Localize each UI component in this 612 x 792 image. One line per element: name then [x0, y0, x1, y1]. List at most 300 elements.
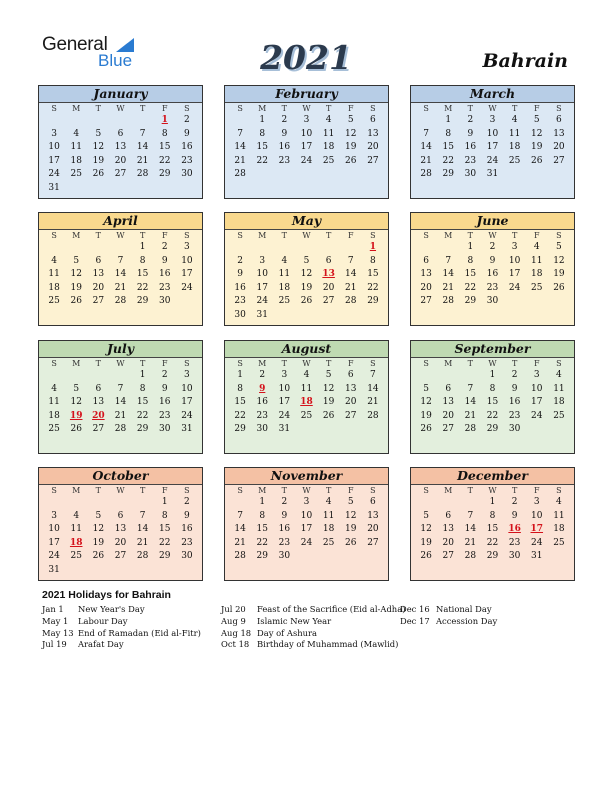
day-cell: 12: [420, 397, 432, 408]
empty-day-cell: [229, 496, 251, 510]
day-cell: 27: [442, 551, 454, 562]
holiday-date: Aug 18: [221, 627, 252, 638]
day-cell: 15: [256, 524, 268, 535]
holidays-column: [400, 604, 550, 628]
day-cell: 23: [181, 155, 193, 166]
day-cell: 24: [181, 282, 193, 293]
day-cell: 28: [345, 296, 357, 307]
holiday-name: New Year's Day: [78, 604, 145, 614]
day-cell: 25: [70, 169, 82, 180]
day-cell: 21: [114, 282, 127, 293]
empty-day-cell: [43, 241, 65, 255]
day-cell: 24: [531, 410, 543, 421]
holiday-date: Jan 1: [42, 604, 64, 614]
day-cell: 25: [300, 410, 313, 421]
day-cell: 10: [181, 383, 193, 394]
day-cell: 7: [347, 255, 354, 266]
day-cell: 16: [181, 142, 193, 153]
day-cell: 1: [489, 497, 496, 507]
day-cell: 6: [445, 510, 452, 521]
day-cell: 28: [367, 410, 379, 421]
day-cell: 5: [73, 383, 80, 394]
weekday-header: M: [72, 231, 81, 240]
day-cell: 6: [347, 370, 354, 380]
holiday-day-cell: 18: [300, 397, 313, 408]
weekday-header: S: [370, 359, 376, 368]
holiday-day-cell: 16: [508, 524, 521, 535]
holiday-entry: [400, 616, 550, 628]
day-cell: 3: [533, 370, 540, 380]
weekday-header: T: [325, 231, 332, 240]
weekday-header: F: [161, 486, 168, 495]
day-cell: 28: [234, 551, 246, 562]
day-cell: 24: [48, 169, 60, 180]
day-cell: 24: [48, 551, 60, 562]
day-cell: 5: [423, 510, 429, 521]
day-cell: 22: [136, 282, 149, 293]
day-cell: 13: [114, 142, 127, 153]
day-cell: 6: [95, 383, 102, 394]
day-cell: 22: [159, 155, 171, 166]
day-cell: 11: [278, 269, 291, 280]
day-cell: 19: [553, 269, 565, 280]
day-cell: 3: [533, 497, 540, 507]
weekday-header: M: [444, 486, 453, 495]
day-cell: 21: [464, 537, 477, 548]
day-cell: 2: [161, 242, 168, 252]
month-november: [224, 467, 389, 581]
day-cell: 23: [486, 282, 499, 293]
day-cell: 25: [48, 296, 60, 307]
day-cell: 4: [73, 128, 80, 139]
day-cell: 12: [300, 269, 313, 280]
weekday-header: W: [488, 104, 497, 113]
holiday-name: Arafat Day: [78, 639, 124, 650]
day-cell: 29: [464, 296, 477, 307]
day-cell: 6: [556, 115, 562, 125]
month-title: August: [225, 341, 388, 358]
day-cell: 12: [92, 142, 105, 153]
day-cell: 14: [464, 524, 477, 535]
day-cell: 25: [48, 424, 60, 435]
holiday-date: May 1: [42, 615, 69, 626]
day-cell: 19: [92, 155, 105, 166]
day-cell: 8: [259, 510, 266, 521]
weekday-header: W: [488, 231, 497, 240]
holiday-entry: [42, 604, 192, 616]
day-cell: 19: [322, 397, 335, 408]
weekday-header: T: [325, 486, 332, 495]
day-cell: 10: [531, 383, 543, 394]
day-cell: 21: [114, 410, 127, 421]
day-cell: 18: [70, 155, 82, 166]
day-cell: 29: [159, 551, 171, 562]
day-cell: 2: [161, 370, 168, 380]
day-cell: 5: [556, 242, 562, 252]
day-cell: 12: [553, 255, 565, 266]
empty-day-cell: [251, 241, 273, 255]
day-cell: 7: [117, 255, 124, 266]
day-cell: 17: [181, 269, 193, 280]
day-cell: 11: [70, 524, 82, 535]
day-cell: 31: [48, 564, 60, 575]
day-cell: 26: [420, 551, 432, 562]
day-cell: 23: [234, 296, 246, 307]
day-cell: 17: [181, 397, 193, 408]
day-cell: 15: [234, 397, 246, 408]
day-cell: 19: [300, 282, 313, 293]
weekday-header: M: [444, 359, 453, 368]
month-title: May: [225, 213, 388, 230]
holiday-entry: [221, 628, 396, 640]
day-cell: 16: [508, 397, 521, 408]
weekday-header: S: [51, 486, 57, 495]
day-cell: 27: [114, 551, 127, 562]
weekday-header: M: [444, 104, 453, 113]
weekday-header: F: [347, 104, 354, 113]
month-days-grid: [411, 485, 574, 564]
day-cell: 26: [70, 424, 82, 435]
weekday-header: S: [51, 231, 57, 240]
day-cell: 11: [508, 128, 521, 139]
day-cell: 9: [237, 269, 243, 280]
weekday-header: S: [184, 231, 190, 240]
day-cell: 20: [114, 155, 127, 166]
calendar-year: 2021: [260, 38, 352, 77]
day-cell: 17: [531, 397, 543, 408]
day-cell: 17: [300, 142, 313, 153]
day-cell: 20: [92, 282, 105, 293]
day-cell: 23: [278, 537, 291, 548]
day-cell: 20: [442, 537, 454, 548]
weekday-header: M: [72, 486, 81, 495]
day-cell: 11: [322, 128, 335, 139]
holidays-column: [42, 604, 201, 651]
month-december: [410, 467, 575, 581]
day-cell: 30: [464, 169, 477, 180]
day-cell: 2: [184, 497, 190, 507]
month-days-grid: [411, 230, 574, 309]
day-cell: 28: [442, 296, 454, 307]
day-cell: 4: [51, 383, 57, 394]
day-cell: 9: [161, 255, 168, 266]
holiday-date: Jul 20: [221, 604, 246, 614]
weekday-header: S: [370, 231, 376, 240]
day-cell: 7: [445, 255, 452, 266]
day-cell: 2: [281, 115, 288, 125]
day-cell: 27: [367, 537, 379, 548]
day-cell: 13: [553, 128, 565, 139]
weekday-header: T: [139, 231, 146, 240]
weekday-header: S: [423, 486, 429, 495]
weekday-header: F: [533, 359, 540, 368]
day-cell: 22: [367, 282, 379, 293]
month-title: December: [411, 468, 574, 485]
day-cell: 9: [161, 383, 168, 394]
weekday-header: M: [444, 231, 453, 240]
logo-text-general: General: [42, 34, 108, 55]
empty-day-cell: [437, 496, 459, 510]
day-cell: 7: [117, 383, 124, 394]
day-cell: 29: [442, 169, 454, 180]
holiday-entry: [221, 639, 399, 651]
day-cell: 26: [92, 551, 105, 562]
month-october: [38, 467, 203, 581]
day-cell: 27: [92, 296, 105, 307]
day-cell: 1: [259, 497, 266, 507]
day-cell: 11: [300, 383, 313, 394]
day-cell: 22: [256, 155, 268, 166]
weekday-header: W: [116, 486, 125, 495]
weekday-header: S: [184, 104, 190, 113]
day-cell: 14: [136, 142, 149, 153]
day-cell: 2: [489, 242, 496, 252]
day-cell: 10: [300, 510, 313, 521]
day-cell: 2: [281, 497, 288, 507]
weekday-header: M: [258, 104, 267, 113]
weekday-header: T: [325, 359, 332, 368]
holiday-date: May 13: [42, 627, 74, 638]
day-cell: 15: [136, 269, 149, 280]
weekday-header: S: [370, 486, 376, 495]
day-cell: 11: [553, 383, 565, 394]
day-cell: 22: [464, 282, 477, 293]
day-cell: 14: [464, 397, 477, 408]
holiday-day-cell: 20: [92, 410, 105, 421]
day-cell: 20: [322, 282, 335, 293]
empty-day-cell: [87, 241, 109, 255]
empty-day-cell: [65, 241, 87, 255]
weekday-header: T: [281, 231, 288, 240]
day-cell: 9: [281, 510, 288, 521]
day-cell: 14: [345, 269, 357, 280]
day-cell: 23: [508, 537, 521, 548]
month-title: January: [39, 86, 202, 103]
holiday-day-cell: 13: [322, 269, 335, 280]
day-cell: 7: [237, 510, 243, 521]
holiday-name: Islamic New Year: [257, 615, 332, 626]
weekday-header: T: [511, 231, 518, 240]
day-cell: 13: [92, 397, 105, 408]
day-cell: 10: [48, 142, 60, 153]
day-cell: 2: [511, 497, 518, 507]
day-cell: 26: [300, 296, 313, 307]
day-cell: 30: [508, 551, 521, 562]
day-cell: 11: [48, 397, 60, 408]
day-cell: 1: [237, 370, 243, 380]
weekday-header: M: [258, 231, 267, 240]
day-cell: 13: [367, 128, 379, 139]
day-cell: 21: [345, 282, 357, 293]
month-title: June: [411, 213, 574, 230]
weekday-header: S: [556, 104, 562, 113]
day-cell: 6: [117, 510, 124, 521]
weekday-header: S: [184, 359, 190, 368]
month-august: [224, 340, 389, 454]
day-cell: 6: [445, 383, 452, 394]
day-cell: 22: [159, 537, 171, 548]
day-cell: 8: [489, 510, 496, 521]
day-cell: 25: [531, 282, 543, 293]
day-cell: 16: [486, 269, 499, 280]
day-cell: 5: [423, 383, 429, 394]
day-cell: 5: [325, 370, 332, 380]
day-cell: 23: [181, 537, 193, 548]
day-cell: 15: [159, 524, 171, 535]
day-cell: 7: [423, 128, 429, 139]
month-title: April: [39, 213, 202, 230]
day-cell: 3: [259, 255, 266, 266]
day-cell: 29: [159, 169, 171, 180]
day-cell: 19: [70, 282, 82, 293]
day-cell: 19: [531, 142, 543, 153]
day-cell: 25: [322, 537, 335, 548]
empty-day-cell: [273, 241, 295, 255]
day-cell: 30: [256, 424, 268, 435]
day-cell: 12: [420, 524, 432, 535]
day-cell: 1: [259, 115, 266, 125]
day-cell: 12: [531, 128, 543, 139]
day-cell: 19: [92, 537, 105, 548]
month-days-grid: [225, 103, 388, 182]
weekday-header: F: [161, 104, 168, 113]
day-cell: 6: [370, 115, 376, 125]
day-cell: 30: [486, 296, 499, 307]
weekday-header: S: [423, 359, 429, 368]
day-cell: 12: [70, 397, 82, 408]
day-cell: 10: [486, 128, 499, 139]
empty-day-cell: [437, 241, 459, 255]
day-cell: 15: [486, 524, 499, 535]
weekday-header: T: [139, 359, 146, 368]
day-cell: 7: [237, 128, 243, 139]
day-cell: 1: [489, 370, 496, 380]
weekday-header: W: [302, 486, 311, 495]
holiday-name: Accession Day: [436, 615, 498, 626]
day-cell: 1: [445, 115, 452, 125]
day-cell: 25: [278, 296, 291, 307]
day-cell: 4: [511, 115, 518, 125]
day-cell: 4: [533, 242, 540, 252]
weekday-header: M: [72, 104, 81, 113]
weekday-header: F: [533, 486, 540, 495]
weekday-header: F: [161, 359, 168, 368]
weekday-header: F: [533, 231, 540, 240]
day-cell: 22: [486, 410, 499, 421]
day-cell: 18: [48, 282, 60, 293]
day-cell: 18: [322, 524, 335, 535]
empty-day-cell: [109, 496, 131, 510]
day-cell: 4: [73, 510, 80, 521]
weekday-header: S: [237, 104, 243, 113]
empty-day-cell: [459, 496, 481, 510]
empty-day-cell: [109, 241, 131, 255]
day-cell: 27: [442, 424, 454, 435]
country-name: Bahrain: [482, 50, 568, 72]
day-cell: 8: [237, 383, 243, 394]
day-cell: 23: [464, 155, 477, 166]
day-cell: 10: [278, 383, 291, 394]
day-cell: 13: [114, 524, 127, 535]
weekday-header: W: [116, 231, 125, 240]
day-cell: 4: [303, 370, 310, 380]
month-title: October: [39, 468, 202, 485]
day-cell: 11: [322, 510, 335, 521]
day-cell: 9: [467, 128, 474, 139]
day-cell: 14: [442, 269, 454, 280]
day-cell: 31: [48, 182, 60, 193]
empty-day-cell: [340, 241, 362, 255]
day-cell: 20: [114, 537, 127, 548]
day-cell: 23: [256, 410, 268, 421]
holiday-date: Dec 16: [400, 604, 430, 614]
empty-day-cell: [43, 114, 65, 128]
day-cell: 18: [531, 269, 543, 280]
day-cell: 28: [464, 551, 477, 562]
day-cell: 16: [278, 142, 291, 153]
day-cell: 18: [48, 410, 60, 421]
day-cell: 20: [367, 524, 379, 535]
day-cell: 9: [184, 128, 190, 139]
empty-day-cell: [132, 496, 154, 510]
holiday-day-cell: 9: [259, 383, 266, 394]
day-cell: 13: [367, 510, 379, 521]
weekday-header: S: [423, 231, 429, 240]
day-cell: 5: [73, 255, 80, 266]
day-cell: 16: [181, 524, 193, 535]
day-cell: 14: [114, 397, 127, 408]
weekday-header: F: [533, 104, 540, 113]
day-cell: 17: [48, 537, 60, 548]
day-cell: 20: [345, 397, 357, 408]
day-cell: 29: [486, 424, 499, 435]
day-cell: 19: [345, 142, 357, 153]
day-cell: 3: [51, 128, 57, 139]
empty-day-cell: [109, 114, 131, 128]
day-cell: 8: [445, 128, 452, 139]
empty-day-cell: [437, 369, 459, 383]
day-cell: 8: [489, 383, 496, 394]
month-days-grid: [411, 358, 574, 437]
weekday-header: F: [161, 231, 168, 240]
day-cell: 7: [139, 510, 146, 521]
empty-day-cell: [65, 496, 87, 510]
day-cell: 29: [486, 551, 499, 562]
empty-day-cell: [65, 114, 87, 128]
day-cell: 15: [442, 142, 454, 153]
month-days-grid: [39, 230, 202, 309]
day-cell: 31: [278, 424, 291, 435]
empty-day-cell: [109, 369, 131, 383]
day-cell: 30: [278, 551, 291, 562]
day-cell: 5: [347, 115, 354, 125]
day-cell: 5: [533, 115, 540, 125]
day-cell: 3: [511, 242, 518, 252]
day-cell: 23: [159, 282, 171, 293]
day-cell: 7: [467, 510, 474, 521]
month-days-grid: [39, 358, 202, 437]
weekday-header: S: [51, 359, 57, 368]
logo-text-blue: Blue: [98, 51, 133, 70]
day-cell: 5: [95, 128, 102, 139]
weekday-header: T: [511, 104, 518, 113]
day-cell: 23: [508, 410, 521, 421]
empty-day-cell: [132, 114, 154, 128]
holiday-name: Labour Day: [78, 615, 128, 626]
day-cell: 12: [92, 524, 105, 535]
holiday-entry: [42, 639, 192, 651]
day-cell: 1: [161, 497, 168, 507]
